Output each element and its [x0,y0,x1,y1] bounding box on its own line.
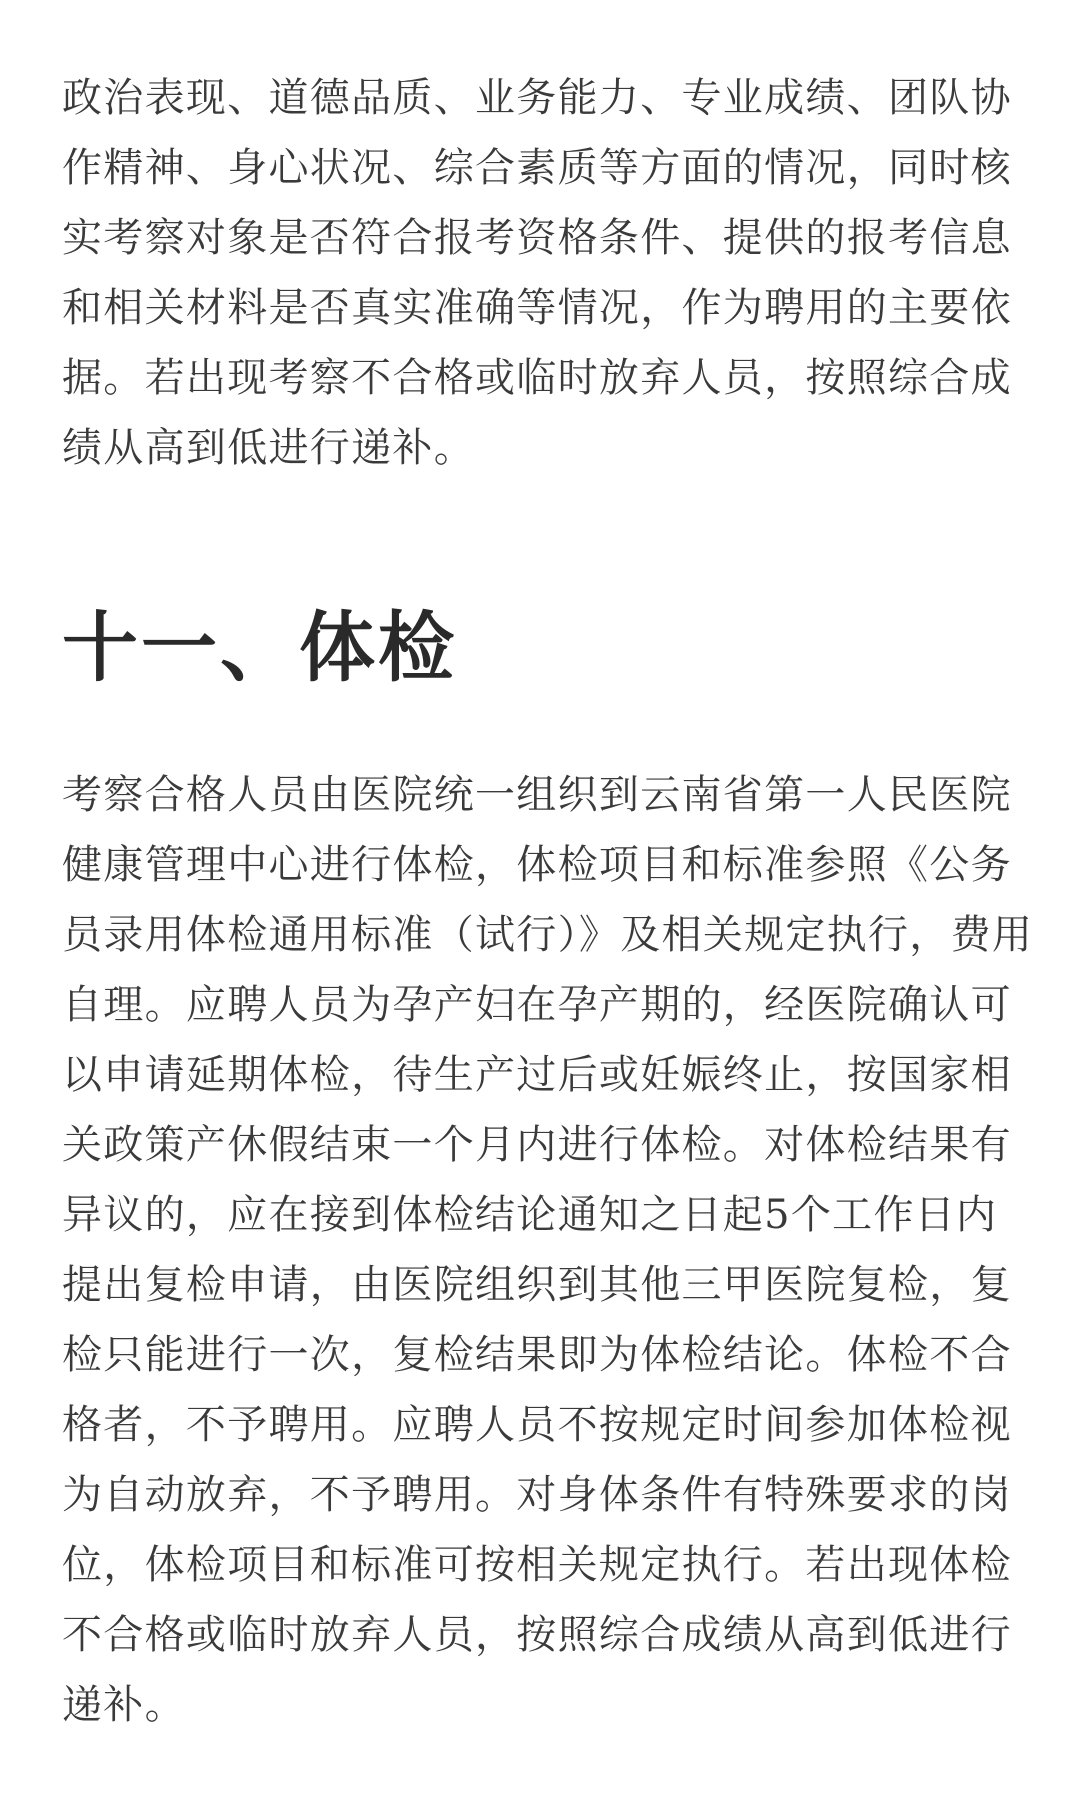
paragraph-line: 员录用体检通用标准（试行）》及相关规定执行，费用 [62,912,1034,958]
paragraph-line: 格者，不予聘用。应聘人员不按规定时间参加体检视 [62,1402,1012,1448]
paragraph-line: 提出复检申请，由医院组织到其他三甲医院复检，复 [62,1262,1012,1308]
paragraph-line: 位，体检项目和标准可按相关规定执行。若出现体检 [62,1542,1012,1588]
paragraph-line: 作精神、身心状况、综合素质等方面的情况，同时核 [62,145,1012,191]
paragraph-line: 为自动放弃，不予聘用。对身体条件有特殊要求的岗 [62,1472,1012,1518]
paragraph-line: 考察合格人员由医院统一组织到云南省第一人民医院 [62,772,1012,818]
section-paragraph [62,760,1034,1740]
paragraph-line: 检只能进行一次，复检结果即为体检结论。体检不合 [62,1332,1012,1378]
paragraph-line: 绩从高到低进行递补。 [62,425,475,471]
section-heading: 十一、体检 [62,603,457,692]
paragraph-line: 以申请延期体检，待生产过后或妊娠终止，按国家相 [62,1052,1012,1098]
intro-paragraph [62,63,1022,483]
paragraph-line: 异议的，应在接到体检结论通知之日起5个工作日内 [62,1192,998,1238]
paragraph-line: 递补。 [62,1682,186,1728]
paragraph-line: 据。若出现考察不合格或临时放弃人员，按照综合成 [62,355,1012,401]
paragraph-line: 自理。应聘人员为孕产妇在孕产期的，经医院确认可 [62,982,1012,1028]
paragraph-line: 政治表现、道德品质、业务能力、专业成绩、团队协 [62,75,1012,121]
paragraph-line: 和相关材料是否真实准确等情况，作为聘用的主要依 [62,285,1012,331]
paragraph-line: 关政策产休假结束一个月内进行体检。对体检结果有 [62,1122,1012,1168]
paragraph-line: 不合格或临时放弃人员，按照综合成绩从高到低进行 [62,1612,1012,1658]
paragraph-line: 实考察对象是否符合报考资格条件、提供的报考信息 [62,215,1012,261]
paragraph-line: 健康管理中心进行体检，体检项目和标准参照《公务 [62,842,1012,888]
